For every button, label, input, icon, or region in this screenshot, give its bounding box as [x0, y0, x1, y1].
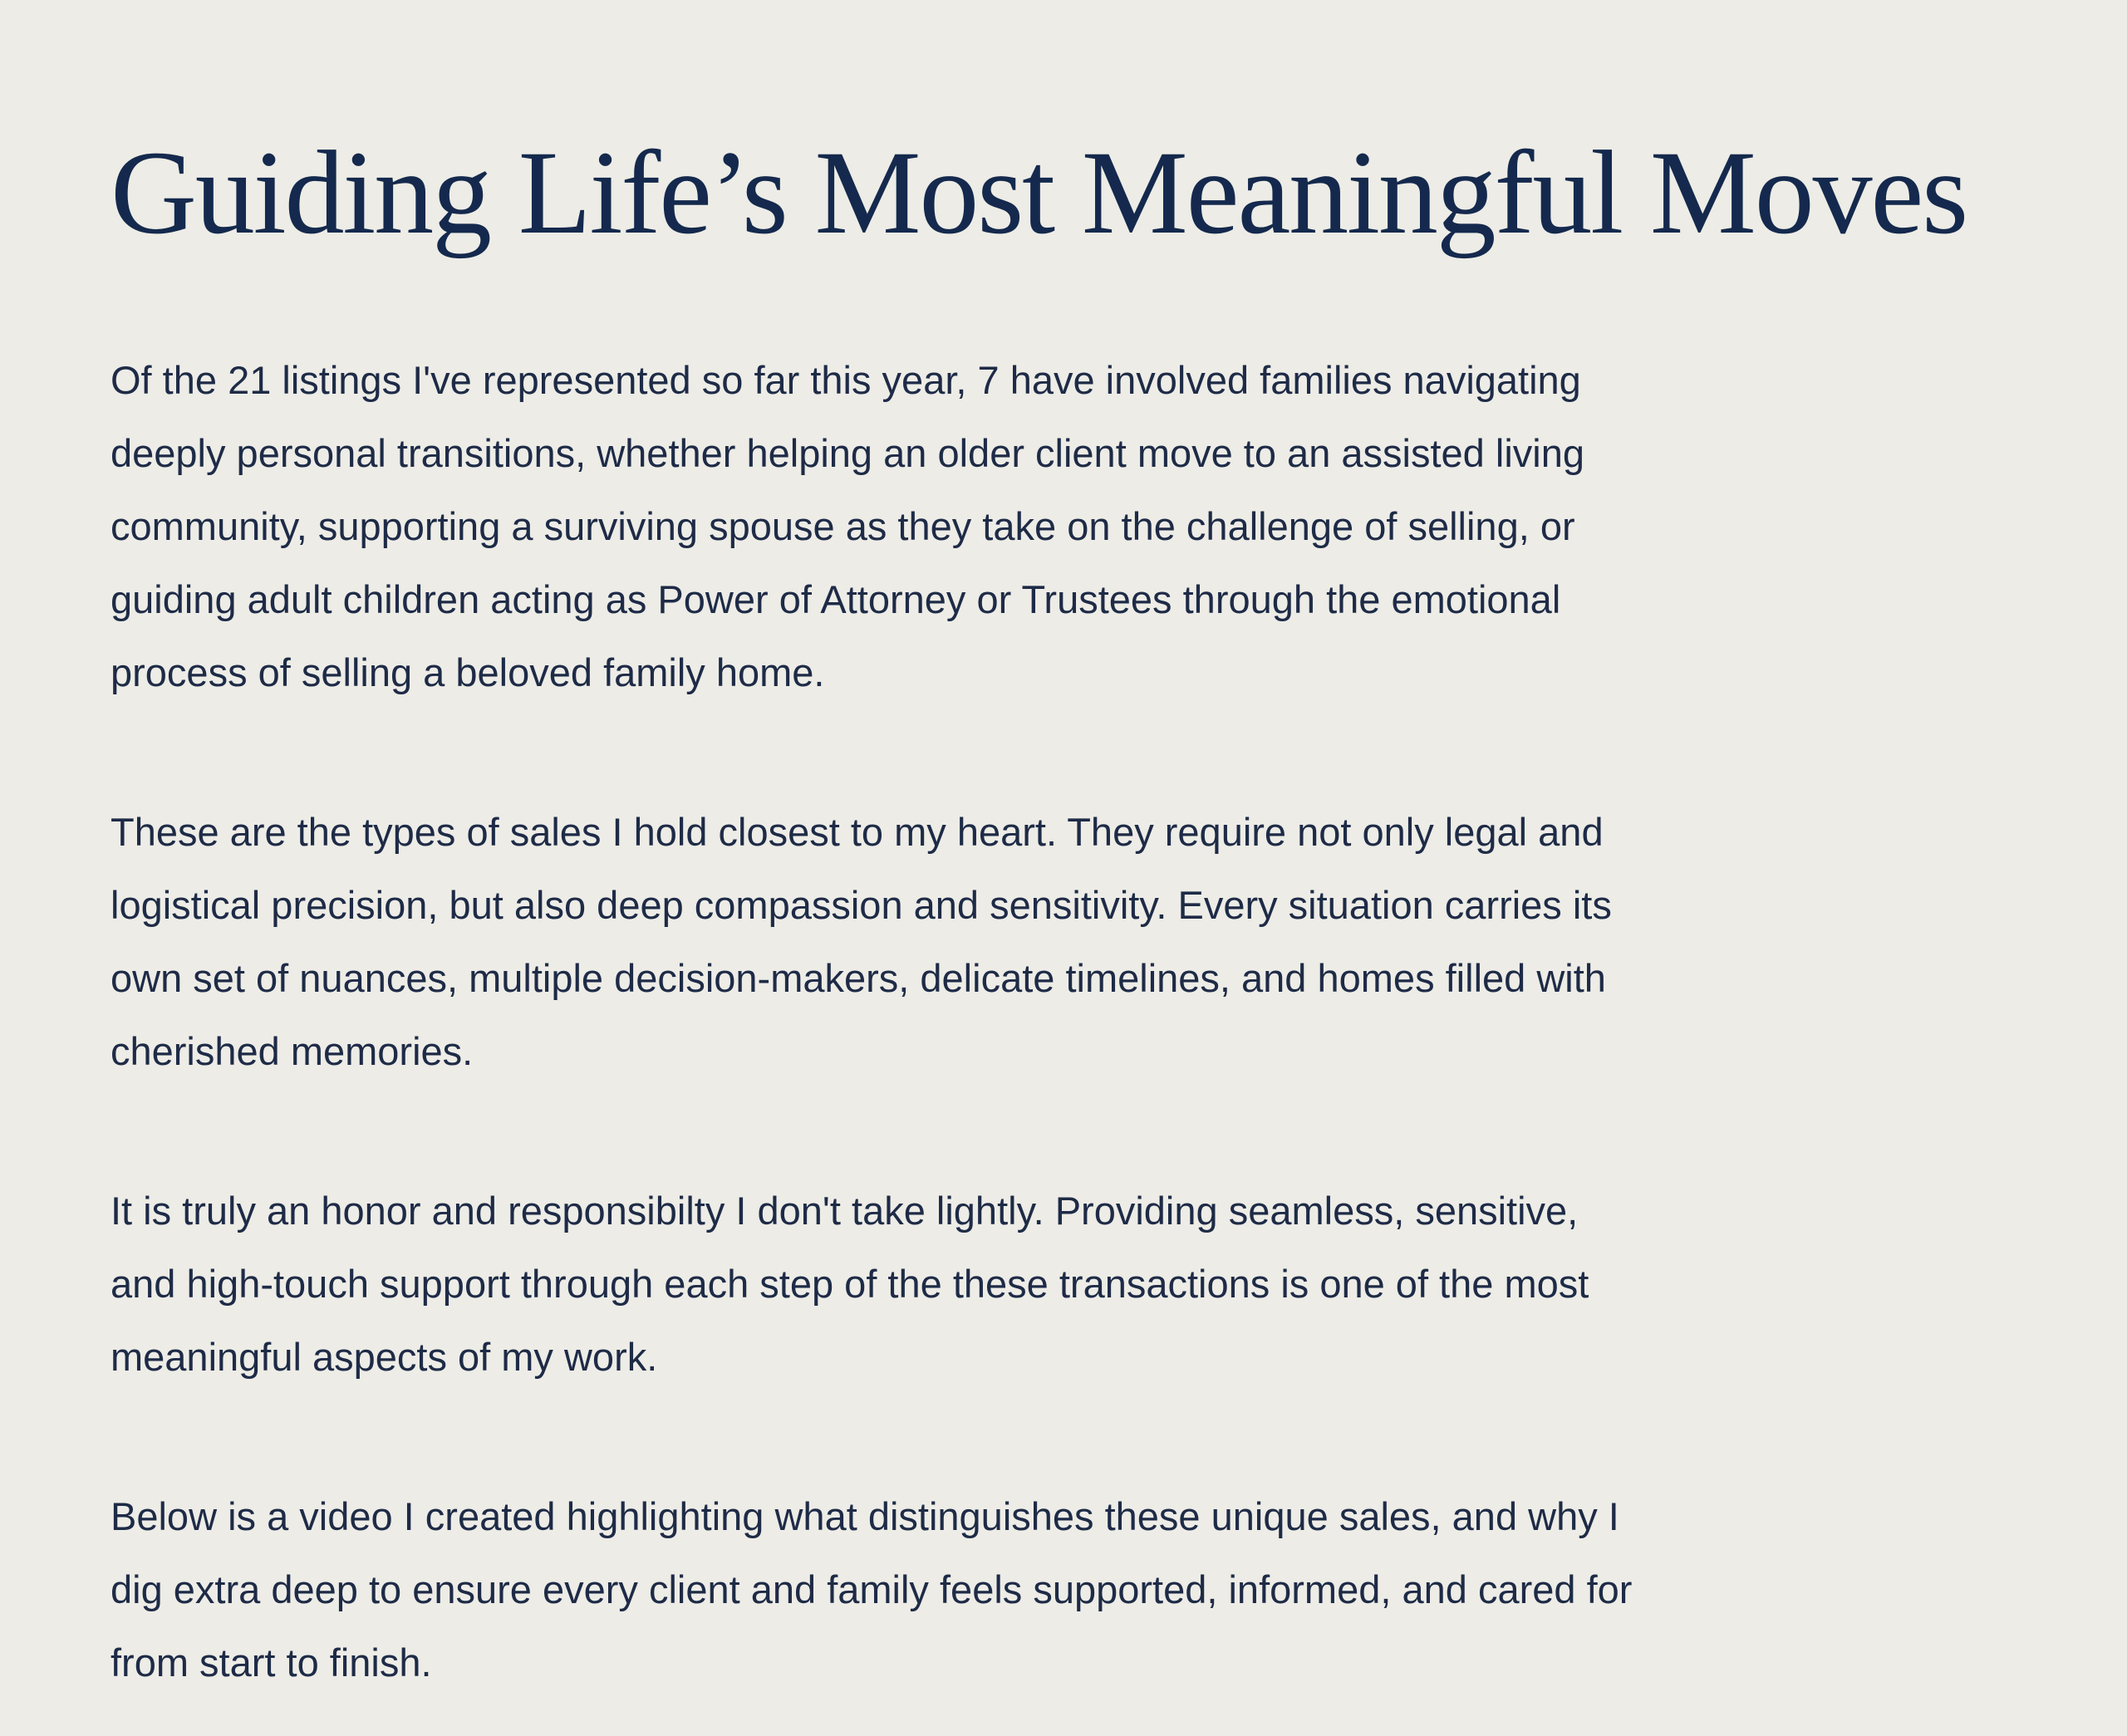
paragraph-honor: It is truly an honor and responsibilty I don't take lightly. Providing seamless, sensitive, and high-touch support through each step of the these transactions is one of the most meaningful aspects of my work.: [111, 1188, 1589, 1379]
paragraph-types-of-sales: These are the types of sales I hold closest to my heart. They require not only legal and logistical precision, but also deep compassion and sensitivity. Every situation carries its own set of nuances, multiple decision-makers, delicate timelines, and homes filled with cherished memories.: [111, 809, 1612, 1073]
paragraph-intro: Of the 21 listings I've represented so far this year, 7 have involved families navigating deeply personal transitions, whether helping an older client move to an assisted living community, supporting a surviving spouse as they take on the challenge of selling, or guiding adult children acting as Power of Attorney or Trustees through the emotional process of selling a beloved family home.: [111, 357, 1584, 694]
page-title: Guiding Life’s Most Meaningful Moves: [111, 127, 1967, 259]
paragraph-video-note: Below is a video I created highlighting what distinguishes these unique sales, and why I dig extra deep to ensure every client and family feels supported, informed, and cared for from start to finish.: [111, 1493, 1633, 1685]
